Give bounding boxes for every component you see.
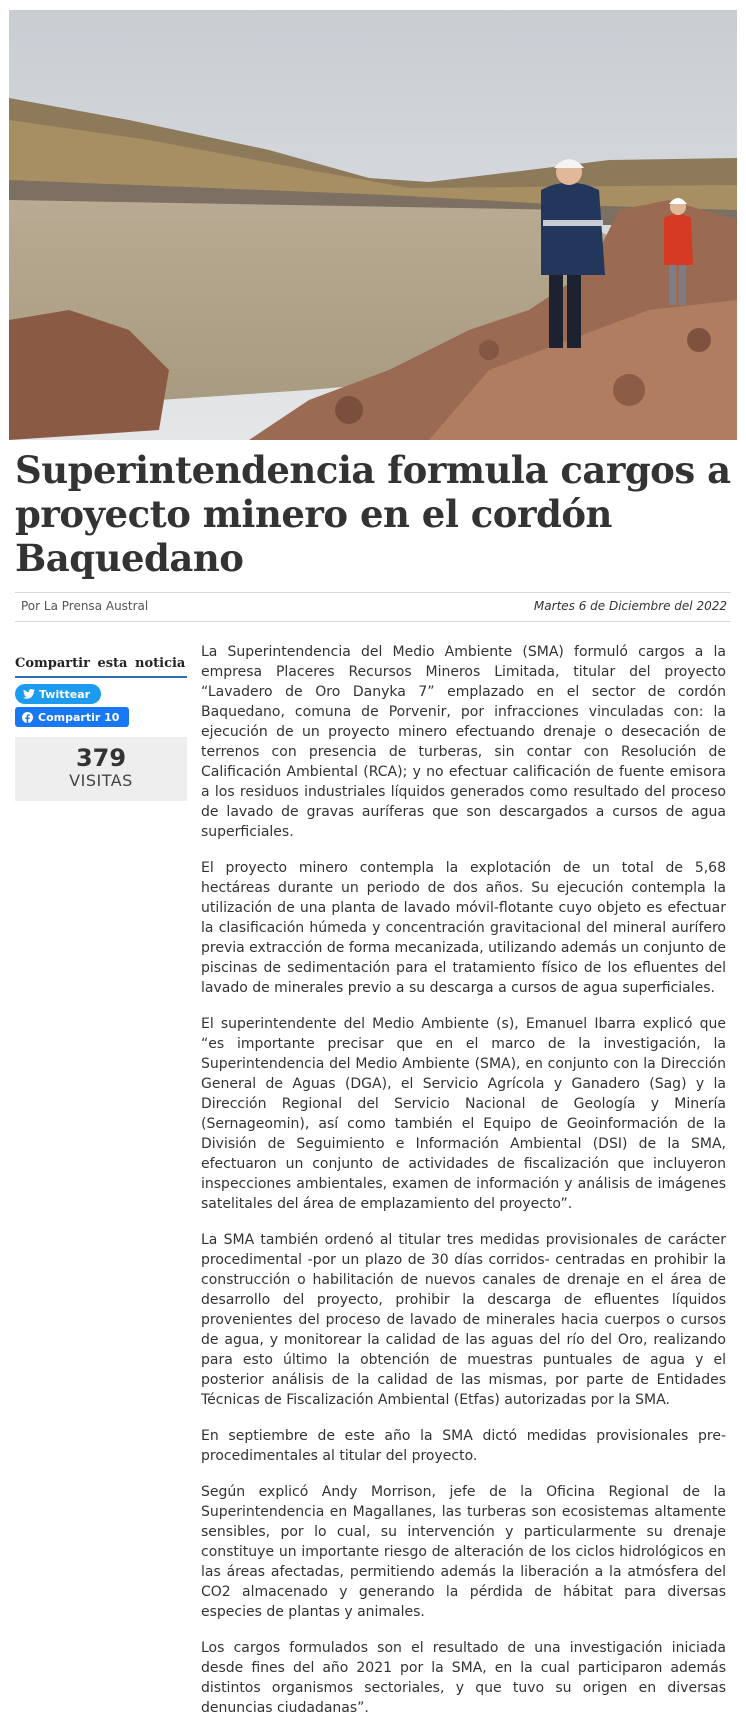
- share-sidebar: [15, 656, 187, 801]
- byline-bar: [15, 592, 731, 622]
- article-paragraph: Los cargos formulados son el resultado de una investigación iniciada desde fines del año 2021 por la SMA, en la cual participaron además distintos organismos sectoriales, y que tuvo su origen en diversas denuncias ciudadanas”.: [201, 1640, 726, 1716]
- article-paragraph: El superintendente del Medio Ambiente (s), Emanuel Ibarra explicó que “es importante precisar que en el marco de la investigación, la Superintendencia del Medio Ambiente (SMA), en conjunto con la Dirección General de Aguas (DGA), el Servicio Agrícola y Ganadero (Sag) y la Dirección Regional del Servicio Nacional de Geología y Minería (Sernageomin), así como también el Equipo de Geoinformación de la División de Seguimiento e Información Ambiental (DSI) de la SMA, efectuaron un conjunto de actividades de fiscalización que incluyeron inspecciones ambientales, examen de información y análisis de imágenes satelitales del área de emplazamiento del proyecto”.: [201, 1016, 726, 1212]
- article-body: [201, 642, 726, 1734]
- article-date: Martes 6 de Diciembre del 2022: [533, 599, 727, 613]
- share-heading: Compartir esta noticia: [15, 656, 187, 678]
- facebook-share-button[interactable]: [15, 707, 129, 727]
- article-title: Superintendencia formula cargos a proyecto minero en el cordón Baquedano: [15, 448, 731, 580]
- visits-count: 379: [75, 744, 127, 772]
- hero-photo-illustration: [9, 10, 737, 440]
- visits-label: VISITAS: [69, 771, 133, 790]
- hero-image: [9, 10, 737, 440]
- article-paragraph: El proyecto minero contempla la explotación de un total de 5,68 hectáreas durante un periodo de dos años. Su ejecución contempla la utilización de una planta de lavado móvil-flotante cuyo objeto es efectuar la clasificación húmeda y concentración gravitacional del mineral aurífero previa extracción de forma mecanizada, utilizando además un conjunto de piscinas de sedimentación para el tratamiento físico de los efluentes del lavado de minerales previo a su descarga a cursos de agua superficiales.: [201, 860, 726, 996]
- twitter-share-label: Twittear: [39, 687, 91, 701]
- twitter-bird-icon: [23, 689, 35, 699]
- facebook-share-label: Compartir 10: [38, 710, 120, 724]
- visits-counter: [15, 737, 187, 801]
- facebook-f-icon: [22, 712, 33, 723]
- article-paragraph: Según explicó Andy Morrison, jefe de la Oficina Regional de la Superintendencia en Magallanes, las turberas son ecosistemas altamente sensibles, por lo cual, su intervención y particularmente su drenaje constituye un importante riesgo de alteración de los ciclos hidrológicos en las áreas afectadas, permitiendo además la liberación a la atmósfera del CO2 almacenado y generando la pérdida de hábitat para diversas especies de plantas y animales.: [201, 1484, 726, 1620]
- article-paragraph: La SMA también ordenó al titular tres medidas provisionales de carácter procedimental -por un plazo de 30 días corridos- centradas en prohibir la construcción o habilitación de nuevos canales de drenaje en el área de desarrollo del proyecto, prohibir la descarga de efluentes líquidos provenientes del proceso de lavado de minerales hacia cuerpos o cursos de agua, y monitorear la calidad de las aguas del río del Oro, realizando para esto último la obtención de muestras puntuales de agua y el posterior análisis de la calidad de las mismas, por parte de Entidades Técnicas de Fiscalización Ambiental (Etfas) autorizadas por la SMA.: [201, 1232, 726, 1408]
- twitter-share-button[interactable]: [15, 684, 101, 704]
- article-paragraph: En septiembre de este año la SMA dictó medidas provisionales pre-procedimentales al titular del proyecto.: [201, 1428, 726, 1464]
- article-author: Por La Prensa Austral: [21, 599, 149, 613]
- article-paragraph: La Superintendencia del Medio Ambiente (SMA) formuló cargos a la empresa Placeres Recursos Mineros Limitada, titular del proyecto “Lavadero de Oro Danyka 7” emplazado en el sector de cordón Baquedano, comuna de Porvenir, por infracciones vinculadas con: la ejecución de un proyecto minero efectuando drenaje o desecación de terrenos con presencia de turberas, sin contar con Resolución de Calificación Ambiental (RCA); y no efectuar calificación de fuente emisora a los residuos industriales líquidos generados como resultado del proceso de lavado de gravas auríferas que son descargados a cursos de agua superficiales.: [201, 644, 726, 840]
